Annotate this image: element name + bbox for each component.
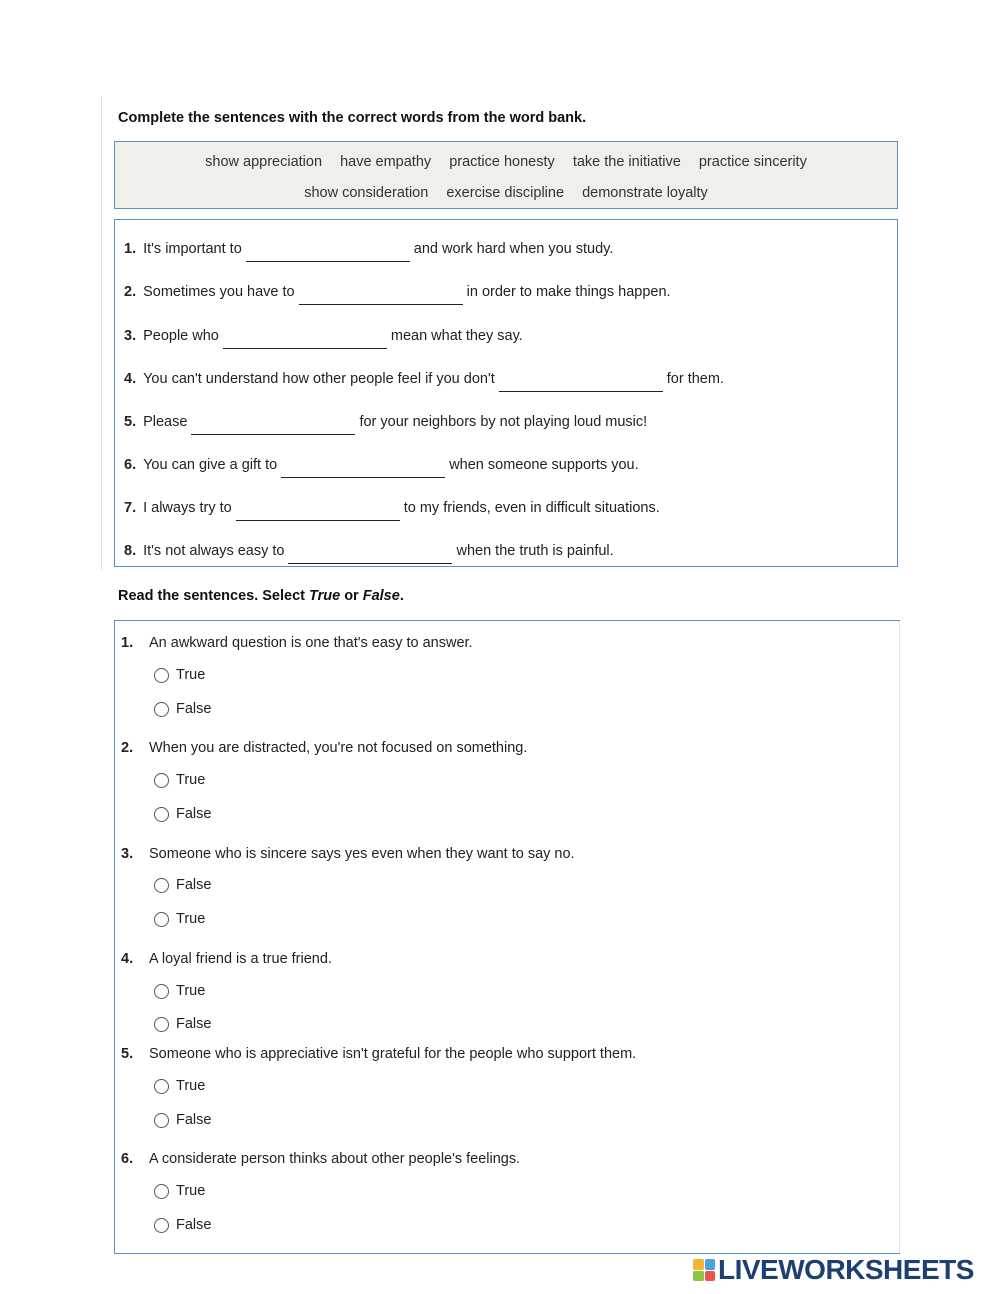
- word-bank-item: practice sincerity: [698, 154, 807, 170]
- item-text-after: to my friends, even in difficult situations.: [403, 500, 660, 516]
- radio-circle-icon[interactable]: [154, 878, 169, 893]
- answer-blank-input[interactable]: [499, 372, 663, 392]
- item-text-before: You can give a gift to: [143, 457, 278, 473]
- question-text: [121, 740, 527, 756]
- option-label: False: [176, 806, 212, 822]
- question-number: 1.: [121, 635, 134, 651]
- item-text-before: I always try to: [143, 500, 232, 516]
- item-text-before: You can't understand how other people feel if you don't: [143, 371, 495, 387]
- question-number: 3.: [121, 846, 134, 862]
- option-label: True: [176, 667, 206, 683]
- word-bank-item: have empathy: [340, 154, 432, 170]
- item-text-before: Sometimes you have to: [143, 284, 295, 300]
- item-text-after: for your neighbors by not playing loud music!: [359, 414, 648, 430]
- instruction-false: False: [362, 588, 400, 604]
- item-number: 4.: [124, 371, 137, 387]
- fill-item: [124, 453, 639, 473]
- option-radio[interactable]: [154, 911, 205, 927]
- question-statement: When you are distracted, you're not focused on something.: [149, 740, 528, 756]
- item-text-before: It's not always easy to: [143, 543, 285, 559]
- question-number: 5.: [121, 1046, 134, 1062]
- answer-blank-input[interactable]: [223, 329, 387, 349]
- answer-blank-input[interactable]: [246, 242, 410, 262]
- item-number: 8.: [124, 543, 137, 559]
- item-text-after: when the truth is painful.: [456, 543, 614, 559]
- question-statement: Someone who is sincere says yes even when they want to say no.: [149, 846, 575, 862]
- radio-circle-icon[interactable]: [154, 773, 169, 788]
- radio-circle-icon[interactable]: [154, 807, 169, 822]
- radio-circle-icon[interactable]: [154, 702, 169, 717]
- item-number: 6.: [124, 457, 137, 473]
- question-number: 2.: [121, 740, 134, 756]
- logo-tile: [693, 1259, 704, 1270]
- option-radio[interactable]: [154, 701, 211, 717]
- item-number: 5.: [124, 414, 137, 430]
- instruction-text: Read the sentences. Select: [118, 588, 309, 604]
- option-radio[interactable]: [154, 1016, 211, 1032]
- answer-blank-input[interactable]: [299, 285, 463, 305]
- question-number: 6.: [121, 1151, 134, 1167]
- answer-blank-input[interactable]: [191, 415, 355, 435]
- answer-blank-input[interactable]: [288, 544, 452, 564]
- fill-item: [124, 539, 614, 559]
- logo-tile: [693, 1271, 704, 1282]
- fill-item: [124, 410, 647, 430]
- word-bank-row-1: [115, 154, 897, 170]
- fill-item: [124, 367, 724, 387]
- word-bank-item: exercise discipline: [446, 185, 565, 201]
- item-text-after: in order to make things happen.: [466, 284, 671, 300]
- radio-circle-icon[interactable]: [154, 1184, 169, 1199]
- fill-in-instruction: Complete the sentences with the correct words from the word bank.: [118, 110, 587, 126]
- instruction-period: .: [399, 588, 404, 604]
- word-bank: [114, 141, 898, 209]
- option-label: False: [176, 1112, 212, 1128]
- item-text-after: when someone supports you.: [449, 457, 639, 473]
- question-statement: Someone who is appreciative isn't grateful for the people who support them.: [149, 1046, 637, 1062]
- fill-item: [124, 237, 613, 257]
- item-number: 2.: [124, 284, 137, 300]
- radio-circle-icon[interactable]: [154, 984, 169, 999]
- question-text: [121, 846, 575, 862]
- item-number: 3.: [124, 328, 137, 344]
- item-text-after: and work hard when you study.: [413, 241, 614, 257]
- liveworksheets-logo-icon: [693, 1259, 715, 1281]
- item-text-before: People who: [143, 328, 219, 344]
- fill-in-questions-box: [114, 219, 898, 567]
- logo-tile: [705, 1259, 716, 1270]
- radio-circle-icon[interactable]: [154, 912, 169, 927]
- radio-circle-icon[interactable]: [154, 668, 169, 683]
- brand-name: LIVEWORKSHEETS: [718, 1254, 974, 1285]
- option-label: False: [176, 1016, 212, 1032]
- word-bank-item: show consideration: [304, 185, 429, 201]
- question-number: 4.: [121, 951, 134, 967]
- radio-circle-icon[interactable]: [154, 1218, 169, 1233]
- option-label: False: [176, 701, 212, 717]
- liveworksheets-brand[interactable]: [693, 1256, 974, 1284]
- question-statement: An awkward question is one that's easy to answer.: [149, 635, 473, 651]
- option-label: True: [176, 1183, 206, 1199]
- item-text-after: for them.: [666, 371, 724, 387]
- radio-circle-icon[interactable]: [154, 1017, 169, 1032]
- option-label: False: [176, 877, 212, 893]
- left-margin-rule: [101, 96, 102, 570]
- question-text: [121, 951, 332, 967]
- fill-item: [124, 496, 660, 516]
- word-bank-item: show appreciation: [205, 154, 323, 170]
- item-text-after: mean what they say.: [390, 328, 523, 344]
- option-label: True: [176, 911, 206, 927]
- question-statement: A loyal friend is a true friend.: [149, 951, 332, 967]
- instruction-or: or: [340, 588, 363, 604]
- word-bank-item: demonstrate loyalty: [582, 185, 708, 201]
- option-radio[interactable]: [154, 1112, 211, 1128]
- answer-blank-input[interactable]: [236, 501, 400, 521]
- option-radio[interactable]: [154, 667, 205, 683]
- radio-circle-icon[interactable]: [154, 1079, 169, 1094]
- answer-blank-input[interactable]: [281, 458, 445, 478]
- option-label: True: [176, 983, 206, 999]
- instruction-true: True: [309, 588, 341, 604]
- question-text: [121, 1151, 520, 1167]
- item-number: 7.: [124, 500, 137, 516]
- option-radio[interactable]: [154, 877, 211, 893]
- question-statement: A considerate person thinks about other people's feelings.: [149, 1151, 521, 1167]
- true-false-questions-box: [114, 620, 900, 1254]
- word-bank-item: practice honesty: [449, 154, 555, 170]
- logo-tile: [705, 1271, 716, 1282]
- option-label: False: [176, 1217, 212, 1233]
- option-radio[interactable]: [154, 1078, 205, 1094]
- item-text-before: It's important to: [143, 241, 242, 257]
- option-radio[interactable]: [154, 772, 205, 788]
- option-radio[interactable]: [154, 806, 211, 822]
- item-number: 1.: [124, 241, 137, 257]
- fill-item: [124, 324, 523, 344]
- true-false-instruction: [118, 588, 404, 604]
- word-bank-row-2: [115, 185, 897, 201]
- fill-item: [124, 280, 671, 300]
- option-radio[interactable]: [154, 1183, 205, 1199]
- box-right-edge: [899, 621, 900, 1253]
- question-text: [121, 635, 473, 651]
- word-bank-item: take the initiative: [572, 154, 681, 170]
- option-radio[interactable]: [154, 1217, 211, 1233]
- radio-circle-icon[interactable]: [154, 1113, 169, 1128]
- option-radio[interactable]: [154, 983, 205, 999]
- item-text-before: Please: [143, 414, 188, 430]
- option-label: True: [176, 1078, 206, 1094]
- question-text: [121, 1046, 636, 1062]
- option-label: True: [176, 772, 206, 788]
